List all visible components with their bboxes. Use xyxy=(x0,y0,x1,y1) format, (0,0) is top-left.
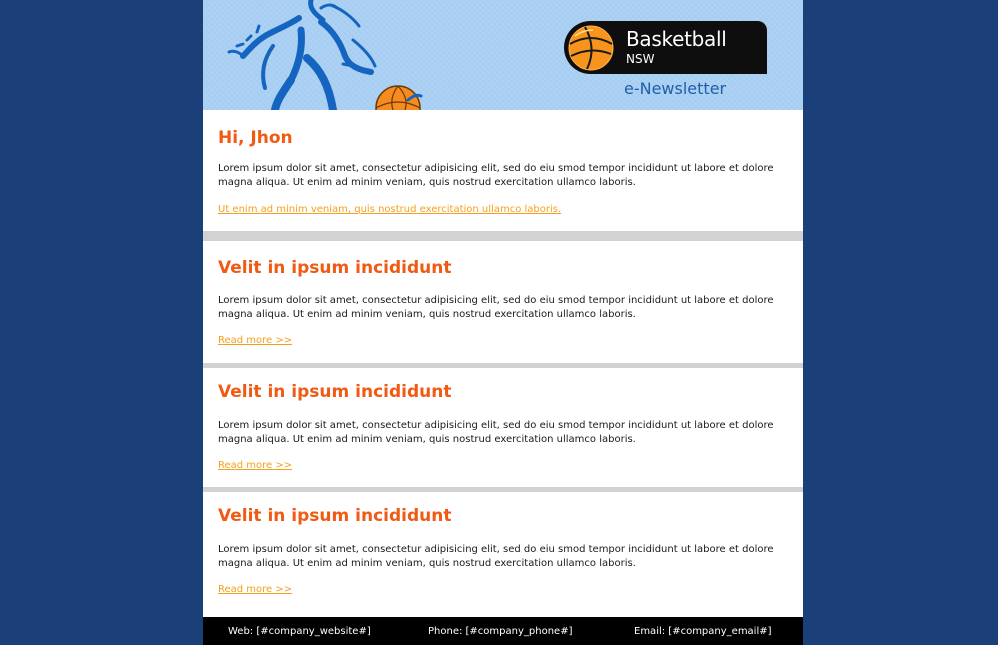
intro-text: Lorem ipsum dolor sit amet, consectetur adipisicing elit, sed do eiu smod tempor incididunt ut labore et dolore magna aliqua. Ut enim ad minim veniam, quis nostrud exercitation ullamco laboris. xyxy=(218,163,774,188)
newsletter-tagline: e-Newsletter xyxy=(624,79,727,98)
article-title: Velit in ipsum incididunt xyxy=(218,258,452,278)
article-section xyxy=(203,492,803,617)
article-text: Lorem ipsum dolor sit amet, consectetur adipisicing elit, sed do eiu smod tempor incididunt ut labore et dolore magna aliqua. Ut enim ad minim veniam, quis nostrud exercitation ullamco laboris. xyxy=(218,420,774,445)
read-more-link[interactable]: Read more >> xyxy=(218,460,293,471)
footer xyxy=(203,617,803,645)
greeting-heading: Hi, Jhon xyxy=(218,128,293,148)
footer-email[interactable]: Email: [#company_email#] xyxy=(634,626,772,637)
read-more-link[interactable]: Read more >> xyxy=(218,335,293,346)
intro-link[interactable]: Ut enim ad minim veniam, quis nostrud exercitation ullamco laboris. xyxy=(218,204,562,215)
newsletter xyxy=(203,0,803,645)
logo-subtitle: NSW xyxy=(626,52,655,66)
article-title: Velit in ipsum incididunt xyxy=(218,382,452,402)
section-divider xyxy=(203,231,803,241)
read-more-link[interactable]: Read more >> xyxy=(218,584,293,595)
logo-name: Basketball xyxy=(626,27,727,51)
basketball-player-icon xyxy=(203,0,433,110)
article-section xyxy=(203,368,803,487)
intro-section xyxy=(203,110,803,231)
basketball-icon xyxy=(567,24,615,72)
footer-web[interactable]: Web: [#company_website#] xyxy=(228,626,371,637)
header-banner xyxy=(203,0,803,110)
article-title: Velit in ipsum incididunt xyxy=(218,506,452,526)
article-section xyxy=(203,241,803,363)
article-text: Lorem ipsum dolor sit amet, consectetur adipisicing elit, sed do eiu smod tempor incididunt ut labore et dolore magna aliqua. Ut enim ad minim veniam, quis nostrud exercitation ullamco laboris. xyxy=(218,295,774,320)
logo-badge xyxy=(564,21,767,74)
footer-phone[interactable]: Phone: [#company_phone#] xyxy=(428,626,573,637)
article-text: Lorem ipsum dolor sit amet, consectetur adipisicing elit, sed do eiu smod tempor incididunt ut labore et dolore magna aliqua. Ut enim ad minim veniam, quis nostrud exercitation ullamco laboris. xyxy=(218,544,774,569)
